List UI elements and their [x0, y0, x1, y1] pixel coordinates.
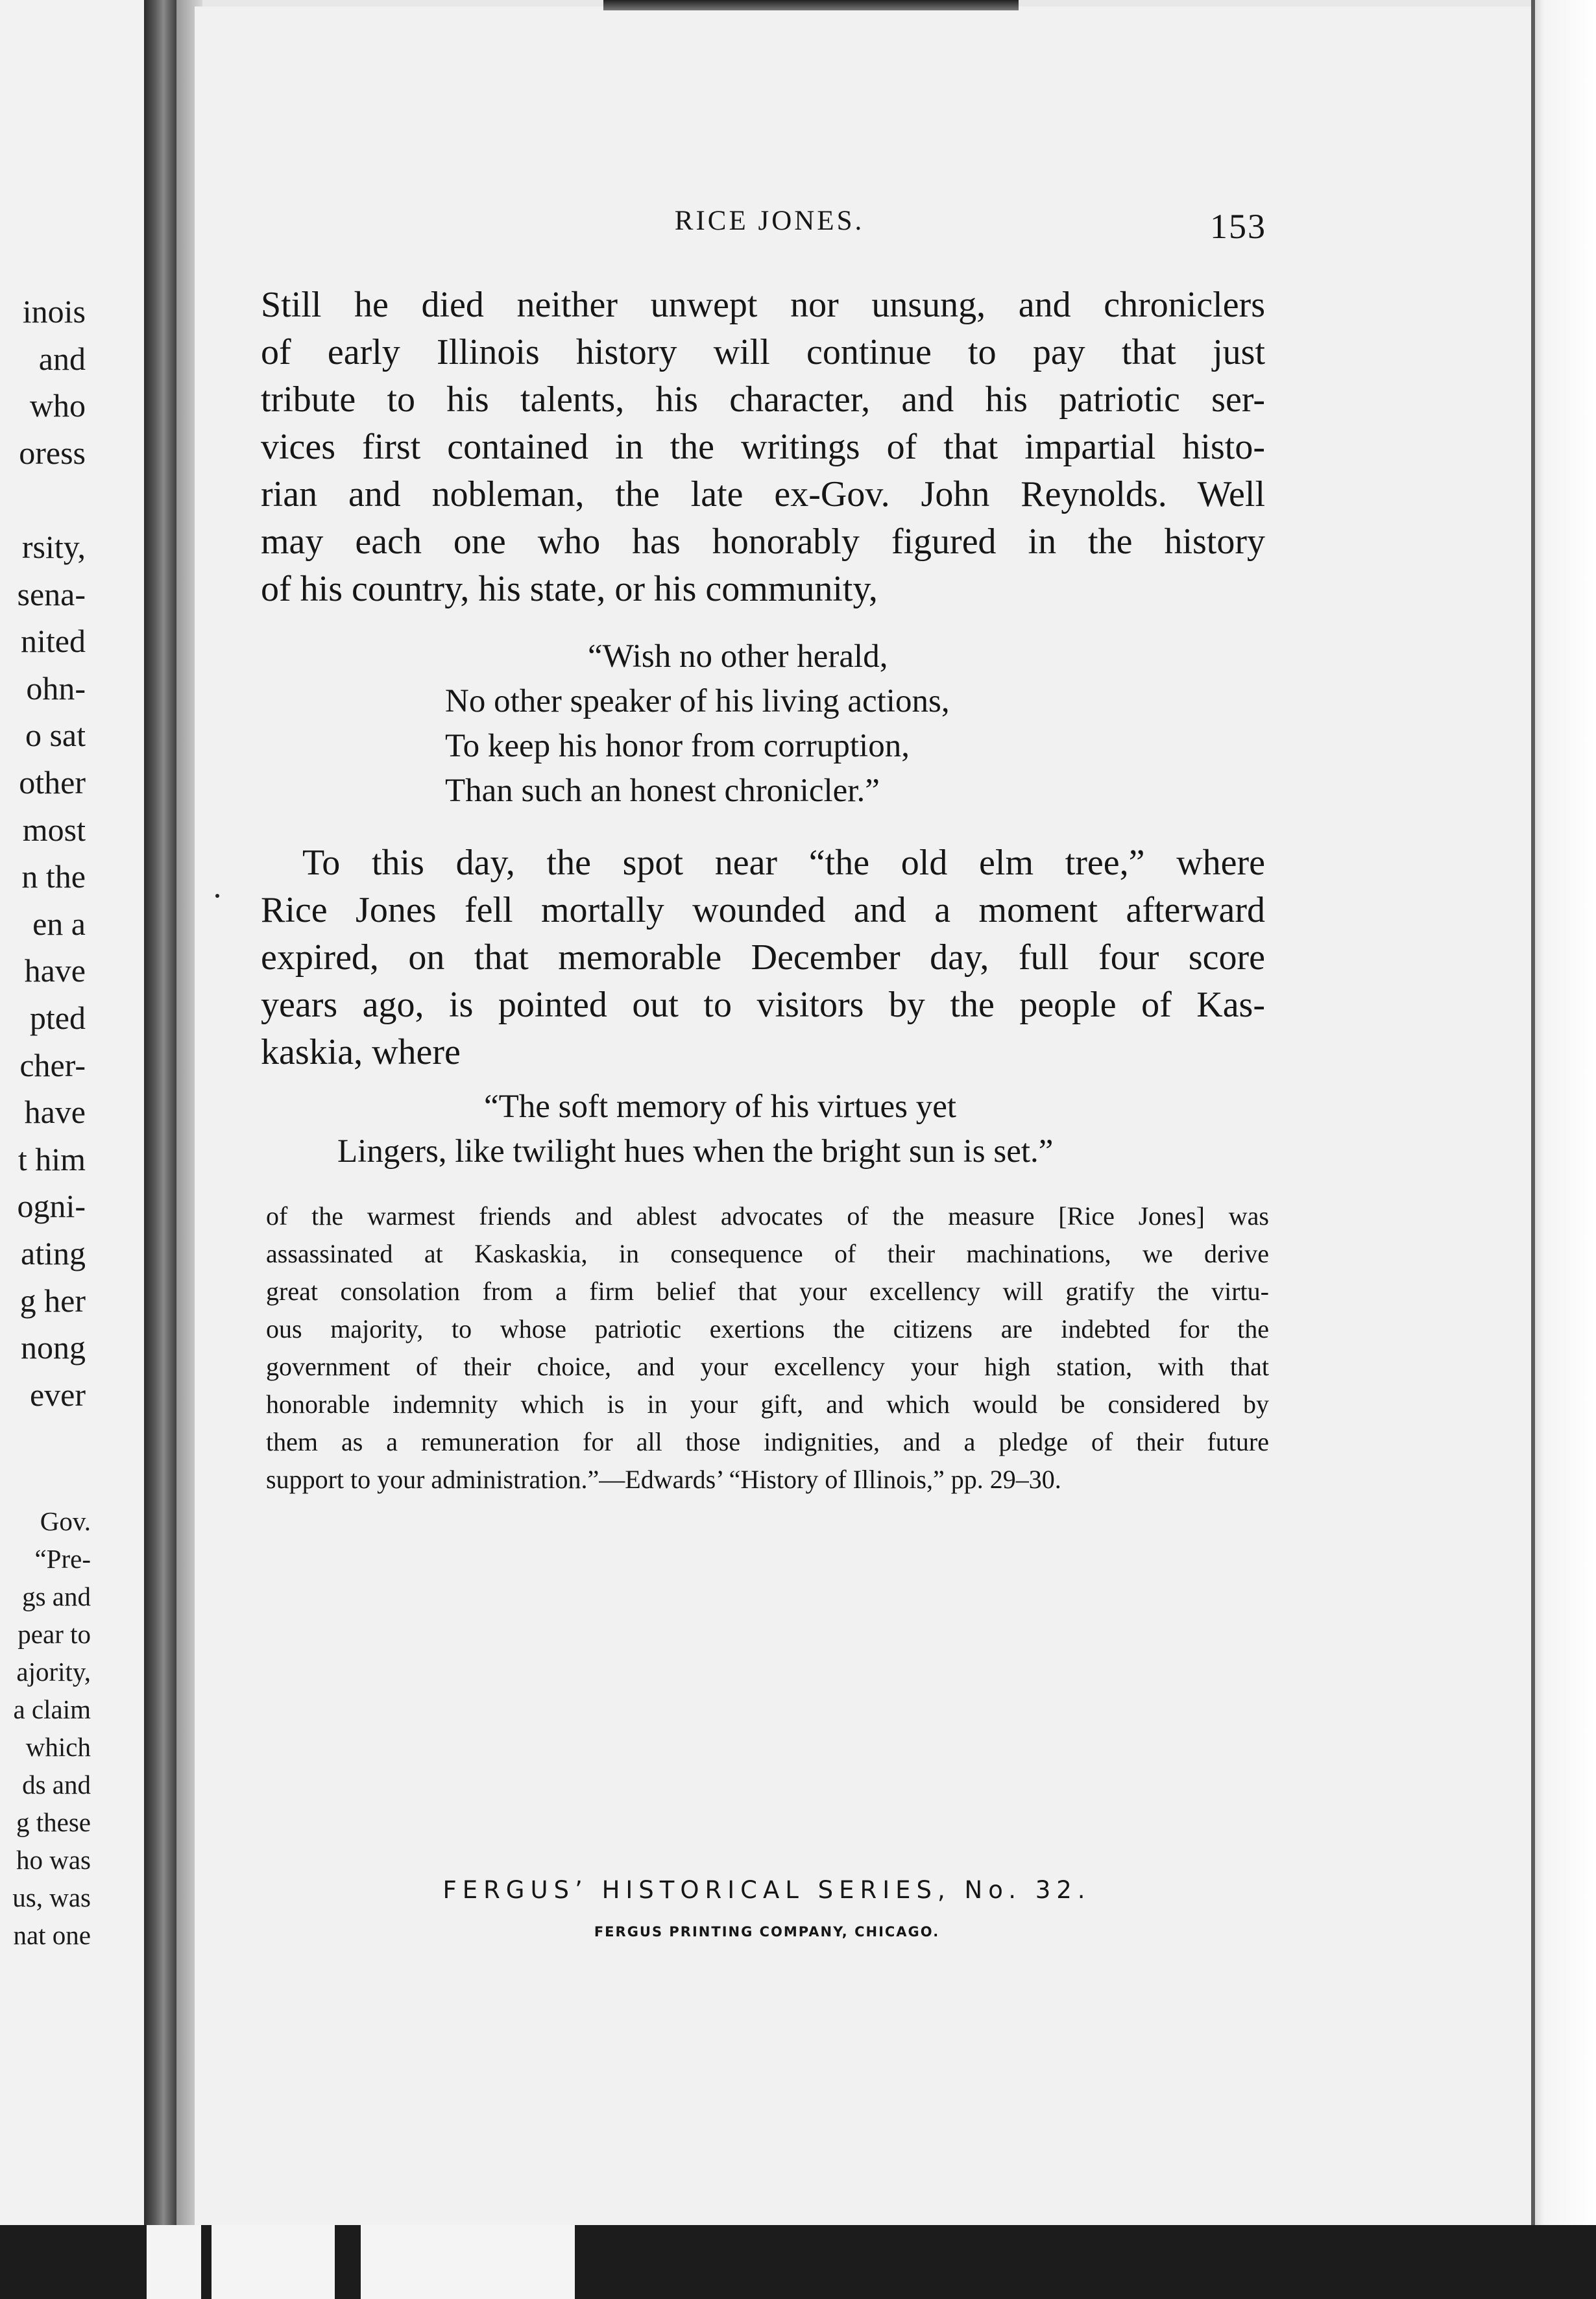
paragraph-chroniclers — [261, 282, 1265, 613]
series-imprint: FERGUS’ HISTORICAL SERIES, No. 32. — [442, 1876, 1091, 1904]
verse-line: “The soft memory of his virtues yet — [484, 1089, 956, 1125]
facing-page-fragment: t him — [18, 1140, 86, 1177]
text-line: To this day, the spot near “the old elm tree,” where — [302, 843, 1265, 883]
facing-page-fragment: other — [19, 764, 86, 800]
facing-page-fragment: en a — [32, 905, 86, 942]
text-line: may each one who has honorably figured in the history — [261, 522, 1265, 562]
facing-page-fragment: g these — [16, 1807, 91, 1837]
page-edge-margin — [1531, 0, 1596, 2299]
facing-page-fragment: have — [24, 952, 86, 989]
facing-page-fragment: pear to — [18, 1619, 91, 1649]
verse-line: Than such an honest chronicler.” — [445, 773, 880, 809]
facing-page-fragment: a claim — [13, 1694, 91, 1724]
facing-page-fragment: ds and — [22, 1770, 91, 1799]
scan-speck — [215, 894, 219, 898]
text-line: expired, on that memorable December day, full four score — [261, 937, 1265, 978]
verse-line: To keep his honor from corruption, — [445, 728, 910, 764]
text-line: Rice Jones fell mortally wounded and a moment afterward — [261, 890, 1265, 930]
facing-page-fragment: us, was — [12, 1883, 91, 1912]
facing-page-fragment: o sat — [25, 717, 86, 754]
scan-bottom-strip — [0, 2225, 1596, 2299]
text-line: kaskia, where — [261, 1032, 461, 1072]
text-line: tribute to his talents, his character, and his patriotic ser- — [261, 379, 1265, 420]
facing-page-fragment: gs and — [22, 1582, 91, 1611]
facing-page — [0, 0, 148, 2299]
facing-page-fragment: nat one — [13, 1920, 91, 1950]
facing-page-fragment: ohn- — [26, 669, 86, 706]
text-line: of his country, his state, or his community, — [261, 569, 878, 609]
footnote-line: ous majority, to whose patriotic exertions the citizens are indebted for the — [266, 1314, 1269, 1343]
text-line: rian and nobleman, the late ex-Gov. John Reynolds. Well — [261, 474, 1265, 514]
book-gutter — [144, 0, 176, 2299]
verse-herald — [445, 634, 950, 813]
facing-page-fragment: n the — [21, 858, 86, 895]
footnote — [266, 1198, 1269, 1499]
text-line: vices first contained in the writings of that impartial histo- — [261, 427, 1265, 467]
facing-page-fragment: pted — [29, 1000, 86, 1036]
footnote-line: of the warmest friends and ablest advocates of the measure [Rice Jones] was — [266, 1201, 1269, 1231]
facing-page-fragment: ever — [29, 1376, 86, 1413]
text-line: Still he died neither unwept nor unsung, and chroniclers — [261, 285, 1265, 325]
verse-memory — [337, 1085, 1053, 1174]
facing-page-fragment: nong — [21, 1329, 86, 1366]
facing-page-fragment: “Pre- — [34, 1544, 91, 1574]
facing-page-fragment: ogni- — [17, 1188, 86, 1225]
facing-page-fragment: ating — [21, 1235, 86, 1271]
facing-page-fragment: most — [22, 811, 86, 848]
footnote-line: great consolation from a firm belief that your excellency will gratify the virtu- — [266, 1277, 1269, 1306]
facing-page-fragment: and — [38, 340, 86, 377]
text-line: of early Illinois history will continue to pay that just — [261, 332, 1265, 372]
facing-page-fragment: inois — [22, 293, 86, 330]
footnote-line: support to your administration.”—Edwards’ “History of Illinois,” pp. 29–30. — [266, 1465, 1061, 1494]
facing-page-fragment: rsity, — [21, 529, 86, 565]
page-number: 153 — [1210, 207, 1266, 246]
page-edge-line — [1531, 0, 1535, 2299]
facing-page-fragment: ajority, — [16, 1657, 91, 1687]
footnote-line: them as a remuneration for all those indignities, and a pledge of their future — [266, 1427, 1269, 1456]
printer-imprint: FERGUS PRINTING COMPANY, CHICAGO. — [594, 1924, 940, 1940]
paragraph-elm-tree — [261, 839, 1265, 1076]
facing-page-fragment: Gov. — [40, 1506, 91, 1536]
facing-page-fragment: sena- — [17, 575, 86, 612]
facing-page-fragment: nited — [21, 623, 86, 660]
facing-page-fragment: cher- — [19, 1046, 86, 1083]
footnote-line: honorable indemnity which is in your gift, and which would be considered by — [266, 1390, 1269, 1419]
facing-page-fragment: which — [25, 1732, 91, 1762]
facing-page-fragment: have — [24, 1094, 86, 1131]
facing-page-fragment: who — [29, 387, 86, 424]
facing-page-fragment: oress — [19, 434, 86, 471]
verse-line: “Wish no other herald, — [588, 638, 888, 675]
facing-page-fragment: ho was — [16, 1845, 91, 1875]
verse-line: Lingers, like twilight hues when the bright sun is set.” — [337, 1133, 1054, 1170]
facing-page-fragment: g her — [19, 1282, 86, 1319]
text-line: years ago, is pointed out to visitors by the people of Kas- — [261, 985, 1265, 1025]
verse-line: No other speaker of his living actions, — [445, 683, 950, 719]
scan-top-artifact — [603, 0, 1019, 10]
footnote-line: government of their choice, and your excellency your high station, with that — [266, 1352, 1269, 1381]
running-head: RICE JONES. — [674, 206, 865, 236]
footnote-line: assassinated at Kaskaskia, in consequence of their machinations, we derive — [266, 1239, 1269, 1268]
